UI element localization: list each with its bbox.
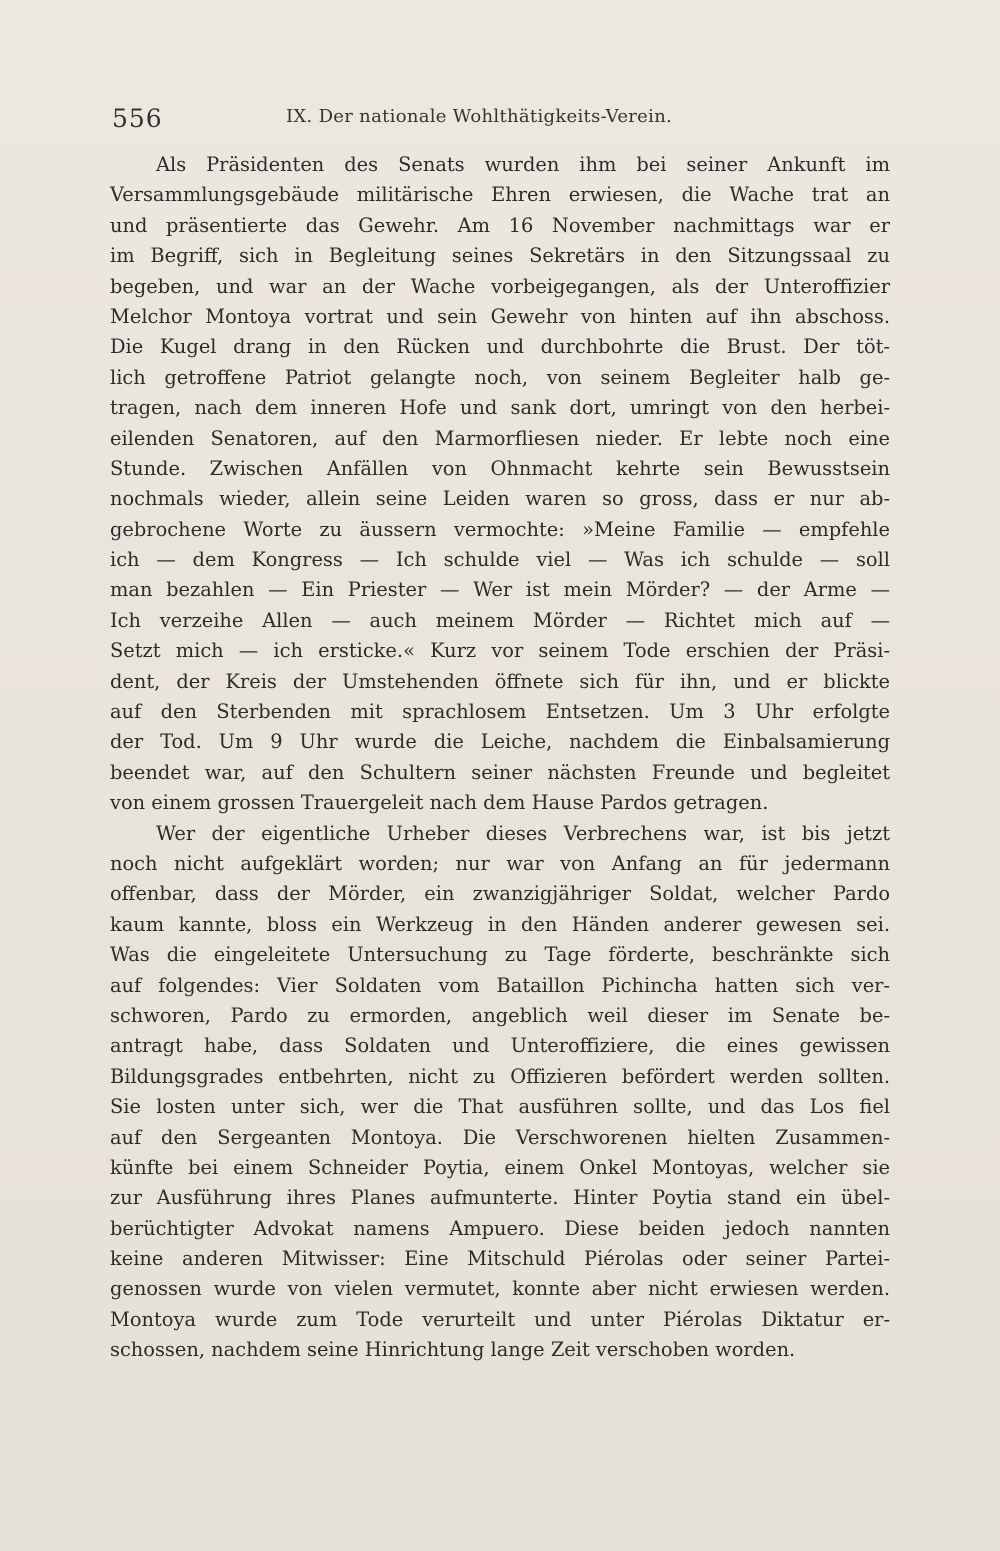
text-line: noch nicht aufgeklärt worden; nur war von Anfang an für jedermann — [110, 851, 890, 875]
text-line: zur Ausführung ihres Planes aufmunterte. Hinter Poytia stand ein übel- — [110, 1186, 890, 1210]
text-line: Stunde. Zwischen Anfällen von Ohnmacht kehrte sein Bewusstsein — [110, 456, 890, 480]
text-line: künfte bei einem Schneider Poytia, einem Onkel Montoyas, welcher sie — [110, 1155, 890, 1179]
text-line: Sie losten unter sich, wer die That ausführen sollte, und das Los fiel — [110, 1095, 890, 1119]
text-line: begeben, und war an der Wache vorbeigegangen, als der Unteroffizier — [110, 274, 890, 298]
text-line: dent, der Kreis der Umstehenden öffnete sich für ihn, und er blickte — [110, 669, 890, 693]
text-line: man bezahlen — Ein Priester — Wer ist mein Mörder? — der Arme — — [110, 578, 890, 602]
body-text — [110, 150, 890, 1366]
running-head — [110, 98, 890, 132]
paragraph-1 — [110, 150, 890, 819]
text-line: Setzt mich — ich ersticke.« Kurz vor seinem Tode erschien der Präsi- — [110, 639, 890, 663]
text-line: Montoya wurde zum Tode verurteilt und unter Piérolas Diktatur er- — [110, 1307, 890, 1331]
text-line: Bildungsgrades entbehrten, nicht zu Offizieren befördert werden sollten. — [110, 1064, 890, 1088]
text-line: auf folgendes: Vier Soldaten vom Bataillon Pichincha hatten sich ver- — [110, 973, 890, 997]
text-line: der Tod. Um 9 Uhr wurde die Leiche, nachdem die Einbalsamierung — [110, 730, 890, 754]
page-number: 556 — [112, 104, 163, 133]
text-line: gebrochene Worte zu äussern vermochte: »Meine Familie — empfehle — [110, 517, 890, 541]
text-line: auf den Sergeanten Montoya. Die Verschworenen hielten Zusammen- — [110, 1125, 890, 1149]
text-line: Versammlungsgebäude militärische Ehren erwiesen, die Wache trat an — [110, 183, 890, 207]
text-line: beendet war, auf den Schultern seiner nächsten Freunde und begleitet — [110, 760, 890, 784]
text-line: im Begriff, sich in Begleitung seines Sekretärs in den Sitzungssaal zu — [110, 244, 890, 268]
text-line: schworen, Pardo zu ermorden, angeblich weil dieser im Senate be- — [110, 1003, 890, 1027]
text-line: und präsentierte das Gewehr. Am 16 November nachmittags war er — [110, 213, 890, 237]
paragraph-2 — [110, 819, 890, 1366]
text-line: genossen wurde von vielen vermutet, konnte aber nicht erwiesen werden. — [110, 1277, 890, 1301]
text-line: eilenden Senatoren, auf den Marmorfliesen nieder. Er lebte noch eine — [110, 426, 890, 450]
text-line: offenbar, dass der Mörder, ein zwanzigjähriger Soldat, welcher Pardo — [110, 882, 890, 906]
text-line: keine anderen Mitwisser: Eine Mitschuld Piérolas oder seiner Partei- — [110, 1247, 890, 1271]
text-line: schossen, nachdem seine Hinrichtung lange Zeit verschoben worden. — [110, 1338, 796, 1362]
text-line: Was die eingeleitete Untersuchung zu Tage förderte, beschränkte sich — [110, 943, 890, 967]
text-line: Ich verzeihe Allen — auch meinem Mörder — Richtet mich auf — — [110, 608, 890, 632]
text-line: berüchtigter Advokat namens Ampuero. Diese beiden jedoch nannten — [110, 1216, 890, 1240]
text-line: Als Präsidenten des Senats wurden ihm bei seiner Ankunft im — [156, 153, 890, 176]
chapter-title: IX. Der nationale Wohlthätigkeits-Verein. — [286, 106, 673, 127]
text-line: Die Kugel drang in den Rücken und durchbohrte die Brust. Der töt- — [110, 335, 890, 359]
text-line: tragen, nach dem inneren Hofe und sank dort, umringt von den herbei- — [110, 396, 890, 420]
text-line: Wer der eigentliche Urheber dieses Verbrechens war, ist bis jetzt — [156, 821, 890, 845]
text-line: nochmals wieder, allein seine Leiden waren so gross, dass er nur ab- — [110, 487, 890, 511]
text-line: antragt habe, dass Soldaten und Unteroffiziere, die eines gewissen — [110, 1034, 890, 1058]
text-line: von einem grossen Trauergeleit nach dem Hause Pardos getragen. — [110, 791, 769, 815]
text-line: auf den Sterbenden mit sprachlosem Entsetzen. Um 3 Uhr erfolgte — [110, 700, 890, 724]
text-line: lich getroffene Patriot gelangte noch, von seinem Begleiter halb ge- — [110, 365, 890, 389]
text-line: kaum kannte, bloss ein Werkzeug in den Händen anderer gewesen sei. — [110, 912, 890, 936]
text-line: ich — dem Kongress — Ich schulde viel — Was ich schulde — soll — [110, 548, 890, 572]
text-line: Melchor Montoya vortrat und sein Gewehr von hinten auf ihn abschoss. — [110, 304, 890, 328]
